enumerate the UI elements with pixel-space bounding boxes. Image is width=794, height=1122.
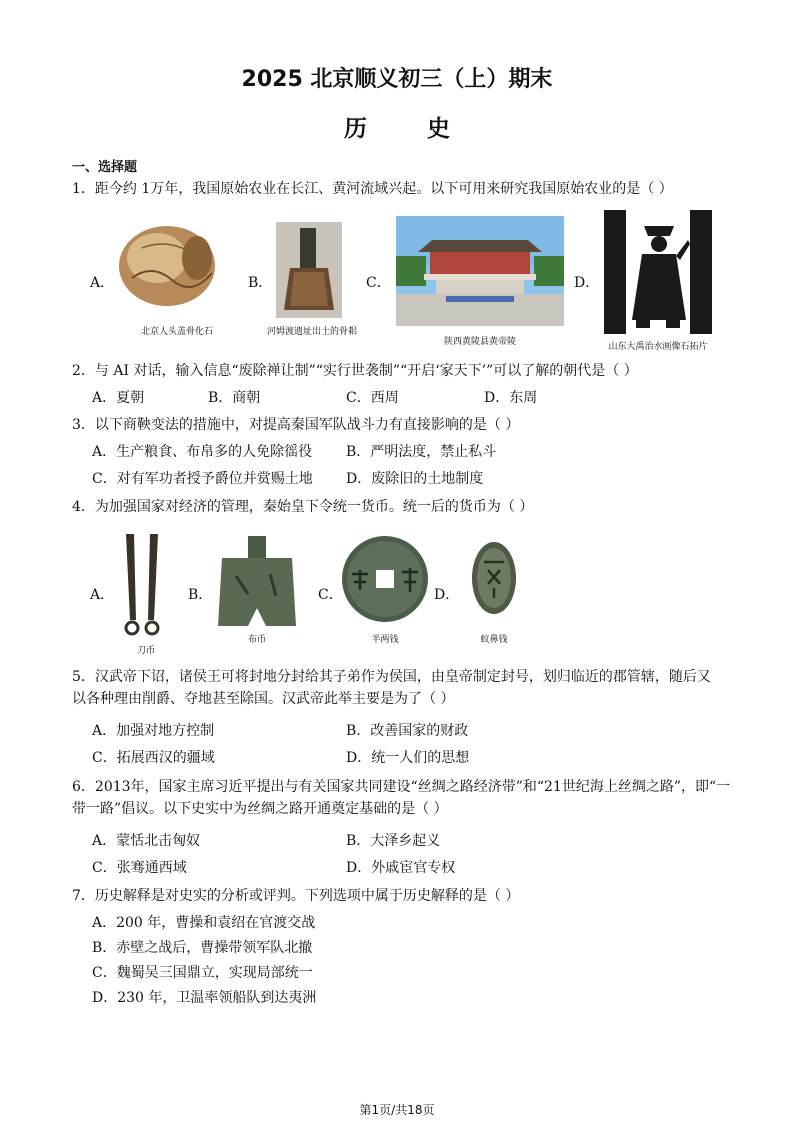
q5-option-d[interactable]: D．统一人们的思想 [346, 750, 470, 766]
question-1-stem: 1．距今约 1万年，我国原始农业在长江、黄河流域兴起。以下可用来研究我国原始农业的是（ ） [72, 181, 673, 197]
question-7-stem: 7．历史解释是对史实的分析或评判。下列选项中属于历史解释的是（ ） [72, 888, 520, 904]
q4-caption-c: 半两钱 [371, 635, 399, 645]
q7-option-b[interactable]: B．赤壁之战后，曹操带领军队北撤 [92, 940, 313, 956]
q4-caption-b: 布币 [247, 635, 266, 645]
q6-option-b[interactable]: B．大泽乡起义 [346, 833, 441, 849]
bone-spade-image [276, 222, 342, 318]
knife-coin-image [118, 530, 166, 640]
question-3-stem: 3．以下商鞅变法的措施中，对提高秦国军队战斗力有直接影响的是（ ） [72, 417, 520, 433]
q7-option-d[interactable]: D．230 年，卫温率领船队到达夷洲 [92, 990, 317, 1006]
q1-caption-b: 河姆渡遗址出土的骨耜 [266, 327, 357, 337]
q1-caption-c: 陕西黄陵县黄帝陵 [443, 337, 516, 347]
question-4-stem: 4．为加强国家对经济的管理，秦始皇下令统一货币。统一后的货币为（ ） [72, 499, 534, 515]
question-5-stem-line1: 5．汉武帝下诏，诸侯王可将封地分封给其子弟作为侯国，由皇帝制定封号，划归临近的郡管辖，随后又 [72, 669, 711, 685]
q6-option-a[interactable]: A．蒙恬北击匈奴 [92, 833, 201, 849]
subject-title: 历 史 [343, 116, 476, 142]
q1-option-d-label[interactable]: D． [574, 275, 600, 291]
q2-option-a[interactable]: A．夏朝 [92, 390, 145, 406]
q2-option-b[interactable]: B．商朝 [208, 390, 261, 406]
q4-option-d-label[interactable]: D． [434, 587, 460, 603]
q5-option-c[interactable]: C．拓展西汉的疆域 [92, 750, 215, 766]
question-5-stem-line2: 以各种理由削爵、夺地甚至除国。汉武帝此举主要是为了（ ） [72, 691, 455, 707]
page-footer: 第1页/共18页 [359, 1103, 435, 1117]
q3-option-c[interactable]: C．对有军功者授予爵位并赏赐土地 [92, 471, 313, 487]
exam-title: 2025 北京顺义初三（上）期末 [241, 67, 553, 92]
q1-caption-d: 山东大禹治水画像石拓片 [608, 342, 708, 352]
q4-option-b-label[interactable]: B． [188, 587, 213, 603]
q2-option-c[interactable]: C．西周 [346, 390, 399, 406]
q4-option-c-label[interactable]: C． [318, 587, 343, 603]
q4-option-a-label[interactable]: A． [90, 587, 115, 603]
q4-caption-d: 蚁鼻钱 [480, 635, 508, 645]
q1-option-c-label[interactable]: C． [366, 275, 391, 291]
banliang-coin-image [340, 534, 430, 624]
question-6-stem-line2: 带一路”倡议。以下史实中为丝绸之路开通奠定基础的是（ ） [72, 801, 448, 817]
stone-rubbing-image [604, 210, 712, 334]
q3-option-b[interactable]: B．严明法度，禁止私斗 [346, 444, 497, 460]
q3-option-a[interactable]: A．生产粮食、布帛多的人免除徭役 [92, 444, 313, 460]
q4-caption-a: 刀币 [136, 646, 155, 656]
question-6-stem-line1: 6．2013年，国家主席习近平提出与有关国家共同建设“丝绸之路经济带”和“21世纪海上丝绸之路”，即“一 [72, 779, 731, 795]
q6-option-d[interactable]: D．外戚宦官专权 [346, 860, 456, 876]
q3-option-d[interactable]: D．废除旧的土地制度 [346, 471, 484, 487]
section-heading: 一、选择题 [72, 160, 138, 175]
q1-caption-a: 北京人头盖骨化石 [140, 327, 213, 337]
q2-option-d[interactable]: D．东周 [484, 390, 538, 406]
q5-option-b[interactable]: B．改善国家的财政 [346, 723, 469, 739]
q1-option-a-label[interactable]: A． [90, 275, 115, 291]
q5-option-a[interactable]: A．加强对地方控制 [92, 723, 215, 739]
tomb-temple-image [396, 216, 564, 326]
antnose-coin-image [470, 540, 518, 616]
spade-coin-image [214, 534, 300, 628]
skull-fossil-image [112, 218, 222, 316]
q7-option-a[interactable]: A．200 年，曹操和袁绍在官渡交战 [92, 915, 316, 931]
q1-option-b-label[interactable]: B． [248, 275, 273, 291]
q7-option-c[interactable]: C．魏蜀吴三国鼎立，实现局部统一 [92, 965, 313, 981]
question-2-stem: 2．与 AI 对话，输入信息“废除禅让制”“实行世袭制”“开启‘家天下’”可以了解的朝代是（ ） [72, 363, 638, 379]
q6-option-c[interactable]: C．张骞通西域 [92, 860, 187, 876]
